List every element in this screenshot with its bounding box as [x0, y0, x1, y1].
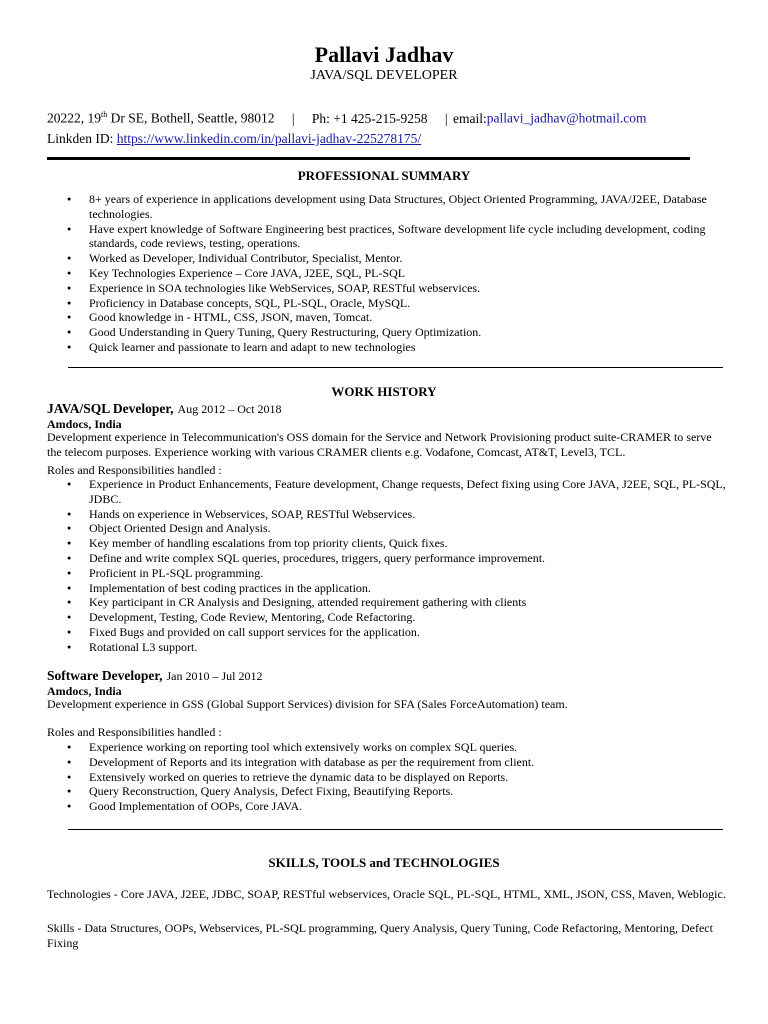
list-item: ● Quick learner and passionate to learn and adapt to new technologies: [64, 340, 729, 355]
linkedin-link[interactable]: https://www.linkedin.com/in/pallavi-jadhav-225278175/: [116, 131, 422, 146]
job-dates: Aug 2012 – Oct 2018: [177, 402, 282, 416]
separator: |: [291, 110, 295, 126]
list-item: ● Experience in SOA technologies like WebServices, SOAP, RESTful webservices.: [64, 281, 729, 296]
skills-heading: SKILLS, TOOLS and TECHNOLOGIES: [268, 855, 500, 870]
list-item: ● Good knowledge in - HTML, CSS, JSON, maven, Tomcat.: [64, 310, 729, 325]
list-item: ● Key member of handling escalations from top priority clients, Quick fixes.: [64, 536, 729, 551]
job-title: [47, 401, 282, 417]
list-item: ● Extensively worked on queries to retrieve the dynamic data to be displayed on Reports.: [64, 770, 729, 785]
list-item: ● Experience in Product Enhancements, Feature development, Change requests, Defect fixing using Core JAVA, J2EE, SQL, PL-SQL, JDBC.: [64, 477, 729, 507]
list-item: ● Proficient in PL-SQL programming.: [64, 566, 729, 581]
list-item: ● Query Reconstruction, Query Analysis, Defect Fixing, Beautifying Reports.: [64, 784, 729, 799]
address-end: Dr SE, Bothell, Seattle, 98012: [107, 110, 275, 126]
address-start: 20222, 19: [47, 110, 101, 126]
job-description: Development experience in GSS (Global Support Services) division for SFA (Sales ForceAutomation) team.: [47, 697, 568, 711]
section-divider: [68, 367, 723, 368]
contact-line: [47, 110, 647, 127]
list-item: ● Worked as Developer, Individual Contributor, Specialist, Mentor.: [64, 251, 729, 266]
list-item: ● Experience working on reporting tool which extensively works on complex SQL queries.: [64, 740, 729, 755]
job-title-text: Software Developer,: [47, 668, 163, 683]
roles-label: Roles and Responsibilities handled :: [47, 463, 222, 477]
list-item: ● Proficiency in Database concepts, SQL, PL-SQL, Oracle, MySQL.: [64, 296, 729, 311]
technologies-text: Technologies - Core JAVA, J2EE, JDBC, SOAP, RESTful webservices, Oracle SQL, PL-SQL, HTML, XML, JSON, CSS, Maven, Weblogic.: [47, 887, 726, 901]
section-divider: [68, 829, 723, 830]
job-description: Development experience in Telecommunication's OSS domain for the Service and Network Provisioning product suite-CRAMER to serve the telecom purposes. Experience working with various CRAMER clients e.g. Vodafone, Comcast, AT&T, Level3, TCL.: [47, 430, 712, 459]
separator: |: [444, 110, 448, 126]
list-item: ● Good Implementation of OOPs, Core JAVA.: [64, 799, 729, 814]
phone: Ph: +1 425-215-9258: [311, 110, 428, 126]
list-item: ● Key Technologies Experience – Core JAVA, J2EE, SQL, PL-SQL: [64, 266, 729, 281]
list-item: ● Fixed Bugs and provided on call support services for the application.: [64, 625, 729, 640]
list-item: ● Have expert knowledge of Software Engineering best practices, Software development life cycle including development, coding standards, code reviews, testing, operations.: [64, 222, 729, 252]
summary-list: [64, 192, 729, 355]
list-item: ● Hands on experience in Webservices, SOAP, RESTful Webservices.: [64, 507, 729, 522]
job-responsibilities-list: [64, 477, 729, 655]
roles-label: Roles and Responsibilities handled :: [47, 725, 222, 739]
list-item: ● Rotational L3 support.: [64, 640, 729, 655]
list-item: ● Development, Testing, Code Review, Mentoring, Code Refactoring.: [64, 610, 729, 625]
linkedin-line: [47, 131, 421, 147]
list-item: ● Good Understanding in Query Tuning, Query Restructuring, Query Optimization.: [64, 325, 729, 340]
email-link[interactable]: pallavi_jadhav@hotmail.com: [486, 110, 647, 126]
list-item: ● Development of Reports and its integration with database as per the requirement from client.: [64, 755, 729, 770]
list-item: ● 8+ years of experience in applications development using Data Structures, Object Oriented Programming, JAVA/J2EE, Database technologies.: [64, 192, 729, 222]
header-divider: [47, 157, 690, 160]
address-superscript: th: [101, 110, 108, 119]
company-name: Amdocs, India: [47, 684, 122, 698]
list-item: ● Key participant in CR Analysis and Designing, attended requirement gathering with clients: [64, 595, 729, 610]
list-item: ● Define and write complex SQL queries, procedures, triggers, query performance improvement.: [64, 551, 729, 566]
address: [47, 110, 274, 127]
candidate-name: Pallavi Jadhav: [314, 42, 454, 67]
skills-text: Skills - Data Structures, OOPs, Webservices, PL-SQL programming, Query Analysis, Query Tuning, Code Refactoring, Mentoring, Defect Fixing: [47, 921, 713, 950]
company-name: Amdocs, India: [47, 417, 122, 431]
email-label: email:: [453, 110, 487, 126]
summary-heading: PROFESSIONAL SUMMARY: [297, 168, 471, 183]
work-heading: WORK HISTORY: [331, 384, 437, 399]
job-responsibilities-list: [64, 740, 729, 814]
job-title-text: JAVA/SQL Developer,: [47, 401, 174, 416]
list-item: ● Implementation of best coding practices in the application.: [64, 581, 729, 596]
list-item: ● Object Oriented Design and Analysis.: [64, 521, 729, 536]
job-title: [47, 668, 262, 684]
job-dates: Jan 2010 – Jul 2012: [166, 669, 263, 683]
candidate-role: JAVA/SQL DEVELOPER: [310, 68, 458, 83]
linkedin-label: Linkden ID:: [47, 131, 117, 146]
